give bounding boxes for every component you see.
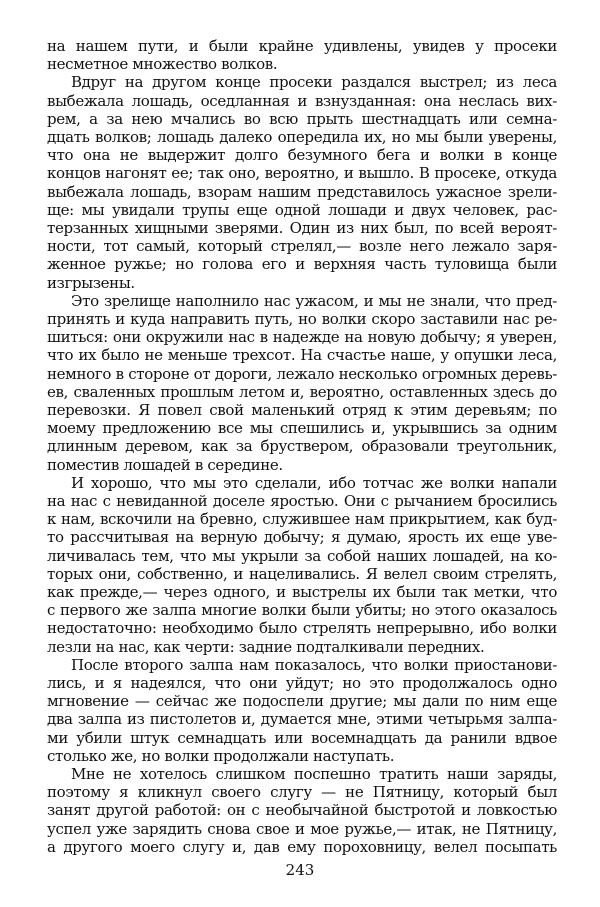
text-line: Это зрелище наполнило нас ужасом, и мы не знали, что пред- — [71, 291, 557, 310]
text-line: торых они, собственно, и нацеливались. Я велел своим стрелять, — [47, 564, 557, 583]
text-line: концов нагонят ее; так оно, вероятно, и вышло. В просеке, откуда — [47, 164, 557, 183]
text-line: моему предложению все мы спешились и, укрывшись за одним — [47, 419, 557, 438]
text-line: изгрызены. — [47, 273, 135, 292]
text-line: Мне не хотелось слишком поспешно тратить наши заряды, — [71, 765, 557, 783]
text-line: рем, а за нею мчались во всю прыть шестнадцать или семна- — [47, 109, 557, 128]
text-line: лись, и я надеялся, что они уйдут; но это продолжалось одно — [47, 674, 557, 692]
text-line: выбежала лошадь, оседланная и взнузданная: она неслась вих- — [47, 91, 557, 110]
text-line: с первого же залпа многие волки были убиты; но этого оказалось — [47, 601, 557, 620]
text-line: как прежде,— через одного, и выстрелы их были так метки, что — [47, 583, 557, 601]
text-line: терзанных хищными зверями. Один из них был, по всей вероят- — [47, 219, 557, 237]
text-line: немного в стороне от дороги, лежало несколько огромных деревь- — [47, 364, 557, 383]
text-line: что их было не меньше трехсот. На счастье наше, у опушки леса, — [47, 346, 557, 365]
text-line: шиться: они окружили нас в надежде на новую добычу; я уверен, — [47, 328, 557, 347]
text-line: личивалась тем, что мы укрыли за собой наших лошадей, на ко- — [47, 546, 557, 565]
text-line: столько же, но волки продолжали наступать. — [47, 746, 395, 765]
text-line: лезли на нас, как черти: задние подталкивали передних. — [47, 637, 485, 656]
text-line: а другого моего слугу и, дав ему пороховницу, велел посыпать — [47, 837, 557, 856]
text-line: ще: мы увидали трупы еще одной лошади и двух человек, рас- — [47, 200, 557, 219]
text-line: то рассчитывая на верную добычу; я думаю, ярость их еще уве- — [47, 528, 557, 547]
text-line: выбежала лошадь, взорам нашим представилось ужасное зрели- — [47, 182, 557, 201]
text-line: несметное множество волков. — [47, 55, 278, 74]
text-line: поэтому я кликнул своего слугу — не Пятницу, который был — [47, 783, 557, 802]
text-line: успел уже зарядить снова свое и мое ружье,— итак, не Пятницу, — [47, 819, 557, 838]
text-line: недостаточно: необходимо было стрелять непрерывно, ибо волки — [47, 619, 557, 638]
text-line: ми убили штук семнадцать или восемнадцать да ранили вдвое — [47, 728, 557, 747]
text-line: дцать волков; лошадь далеко опередила их, но мы были уверены, — [47, 128, 557, 146]
text-line: И хорошо, что мы это сделали, ибо тотчас же волки напали — [71, 473, 557, 492]
text-line: два залпа из пистолетов и, думается мне, этими четырьмя залпа- — [47, 710, 557, 729]
text-line: что она не выдержит долго безумного бега и волки в конце — [47, 146, 557, 165]
text-line: занят другой работой: он с необычайной быстротой и ловкостью — [47, 801, 557, 820]
text-line: Вдруг на другом конце просеки раздался выстрел; из леса — [71, 73, 557, 92]
text-line: принять и куда направить путь, но волки скоро заставили нас ре- — [47, 310, 557, 328]
text-line: на нашем пути, и были крайне удивлены, увидев у просеки — [47, 37, 557, 55]
text-line: После второго залпа нам показалось, что волки приостанови- — [71, 655, 557, 674]
text-line: к нам, вскочили на бревно, служившее нам прикрытием, как буд- — [47, 510, 557, 529]
text-line: на нас с невиданной доселе яростью. Они с рычанием бросились — [47, 492, 557, 510]
text-line: длинным деревом, как за бруствером, образовали треугольник, — [47, 437, 557, 456]
page-number: 243 — [285, 861, 315, 879]
text-line: мгновение — сейчас же подоспели другие; мы дали по ним еще — [47, 692, 557, 711]
text-line: перевозки. Я повел свой маленький отряд к этим деревьям; по — [47, 401, 557, 419]
text-line: поместив лошадей в середине. — [47, 455, 283, 474]
text-line: женное ружье; но голова его и верхняя часть туловища были — [47, 255, 557, 274]
text-line: ности, тот самый, который стрелял,— возле него лежало заря- — [47, 237, 557, 256]
text-line: ев, сваленных прошлым летом и, вероятно, оставленных здесь до — [47, 382, 557, 401]
